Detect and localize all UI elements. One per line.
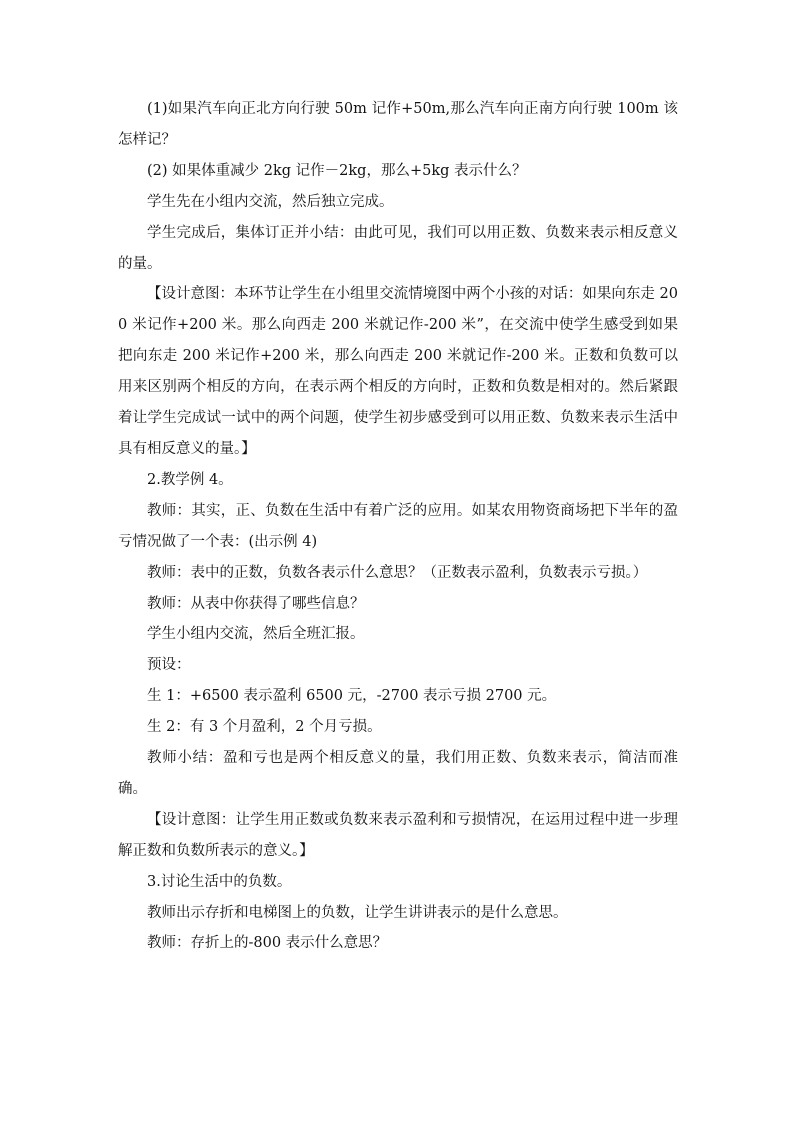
paragraph-teacher-show-examples: 教师出示存折和电梯图上的负数，让学生讲讲表示的是什么意思。 — [147, 904, 568, 921]
paragraph-weight-question: (2) 如果体重减少 2kg 记作－2kg，那么+5kg 表示什么？ — [147, 162, 527, 179]
paragraph-teacher-table-intro: 教师：其实，正、负数在生活中有着广泛的应用。如某农用物资商场把下半年的盈亏情况做了一个表：(出示例 4) — [118, 502, 678, 550]
paragraph-section-2-heading: 2.教学例 4。 — [147, 471, 233, 488]
paragraph-summary: 学生完成后，集体订正并小结：由此可见，我们可以用正数、负数来表示相反意义的量。 — [118, 224, 678, 272]
paragraph-teacher-question-info: 教师：从表中你获得了哪些信息？ — [147, 595, 365, 612]
paragraph-class-report: 学生小组内交流，然后全班汇报。 — [147, 626, 365, 643]
paragraph-car-question: (1)如果汽车向正北方向行驶 50m 记作+50m,那么汽车向正南方向行驶 100m 该怎样记？ — [118, 101, 678, 148]
paragraph-group-discussion: 学生先在小组内交流，然后独立完成。 — [147, 193, 394, 210]
document-body — [118, 94, 678, 959]
paragraph-section-3-heading: 3.讨论生活中的负数。 — [147, 873, 292, 890]
paragraph-student-1-answer: 生 1：+6500 表示盈利 6500 元，-2700 表示亏损 2700 元。 — [147, 688, 557, 705]
paragraph-teacher-bankbook-question: 教师：存折上的-800 表示什么意思？ — [147, 935, 388, 952]
paragraph-design-intent-2: 【设计意图：让学生用正数或负数来表示盈利和亏损情况，在运用过程中进一步理解正数和负数所表示的意义。】 — [118, 811, 678, 859]
paragraph-design-intent-1: 【设计意图：本环节让学生在小组里交流情境图中两个小孩的对话：如果向东走 200 米记作+200 米。那么向西走 200 米就记作-200 米”，在交流中使学生感受到如果把向东走 200 米记作+200 米，那么向西走 200 米就记作-200 米。正数和负数可以用来区别两个相反的方向，在表示两个相反的方向时，正数和负数是相对的。然后紧跟着让学生完成试一试中的两个问题，使学生初步感受到可以用正数、负数来表示生活中具有相反意义的量。】 — [118, 286, 678, 457]
paragraph-teacher-summary: 教师小结：盈和亏也是两个相反意义的量，我们用正数、负数来表示，简洁而准确。 — [118, 750, 678, 797]
paragraph-teacher-question-meaning: 教师：表中的正数，负数各表示什么意思？（正数表示盈利，负数表示亏损。） — [147, 564, 648, 581]
paragraph-preset-label: 预设： — [147, 657, 191, 674]
paragraph-student-2-answer: 生 2：有 3 个月盈利，2 个月亏损。 — [147, 719, 382, 736]
